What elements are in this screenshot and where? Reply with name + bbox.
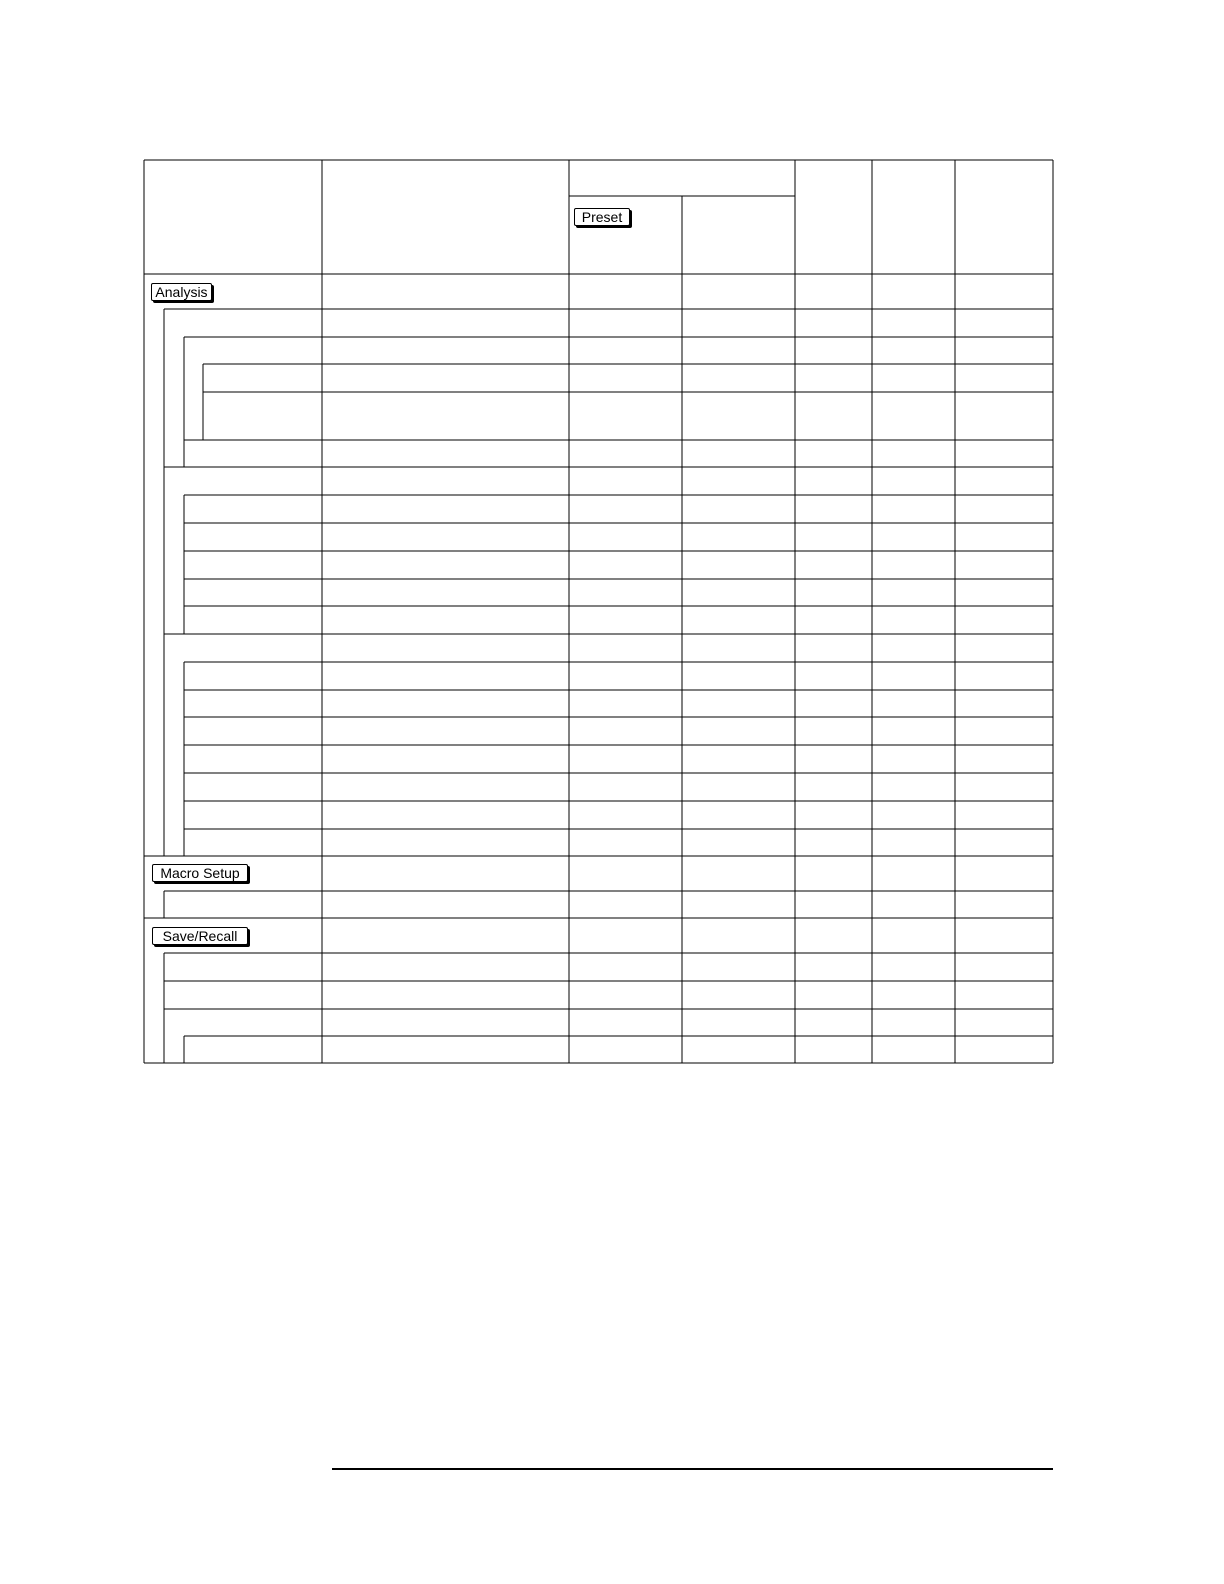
- save-recall-key[interactable]: Save/Recall: [152, 927, 248, 945]
- macro-setup-key[interactable]: Macro Setup: [152, 864, 248, 882]
- preset-key[interactable]: Preset: [574, 208, 630, 226]
- footer-rule: [332, 1468, 1053, 1470]
- analysis-key[interactable]: Analysis: [151, 283, 212, 301]
